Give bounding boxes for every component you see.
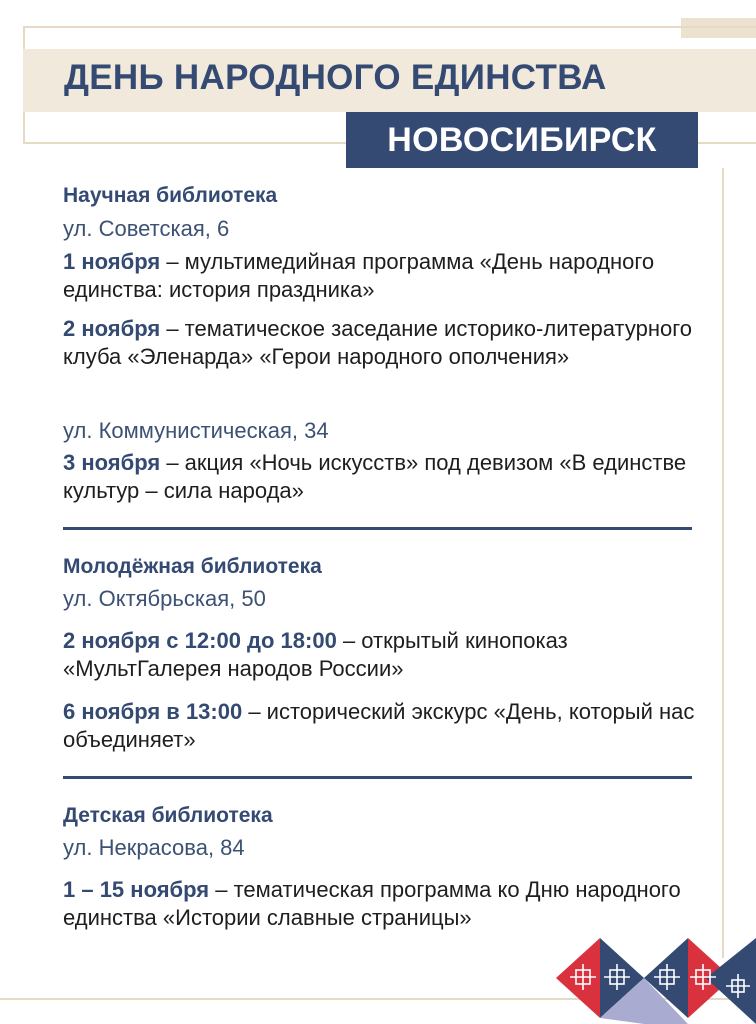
address-kommunisticheskaya: ул. Коммунистическая, 34 [63,418,329,443]
event-description: – акция «Ночь искусств» под девизом «В единстве культур – сила народа» [63,450,687,503]
address-sovetskaya: ул. Советская, 6 [63,216,230,241]
event-date: 2 ноября [63,316,161,341]
folk-pattern-triangles-icon [556,938,756,1024]
event-date: 1 ноября [63,249,161,274]
address-nekrasova: ул. Некрасова, 84 [63,835,245,860]
event-description: – мультимедийная программа «День народного единства: история праздника» [63,249,655,302]
event-item [63,248,703,304]
library-name-children: Детская библиотека [63,804,273,827]
city-name: НОВОСИБИРСК [387,121,657,159]
event-date: 3 ноября [63,450,161,475]
event-date: 1 – 15 ноября [63,877,210,902]
event-description: – тематическая программа ко Дню народного единства «Истории славные страницы» [63,877,681,930]
address-oktyabrskaya: ул. Октябрьская, 50 [63,586,266,611]
event-description: – исторический экскурс «День, который нас объединяет» [63,699,695,752]
section-divider [63,776,692,779]
event-date: 6 ноября в 13:00 [63,699,243,724]
library-name-youth: Молодёжная библиотека [63,555,322,578]
event-item [63,627,703,683]
event-date: 2 ноября с 12:00 до 18:00 [63,628,337,653]
event-item [63,876,703,932]
event-description: – тематическое заседание историко-литературного клуба «Эленарда» «Герои народного ополчения» [63,316,693,369]
frame-right-line [722,168,724,958]
page-title: ДЕНЬ НАРОДНОГО ЕДИНСТВА [64,58,607,97]
event-item [63,449,703,505]
event-item [63,315,703,371]
event-description: – открытый кинопоказ «МультГалерея народов России» [63,628,568,681]
event-item [63,698,703,754]
section-divider [63,527,692,530]
library-name-scientific: Научная библиотека [63,184,278,207]
